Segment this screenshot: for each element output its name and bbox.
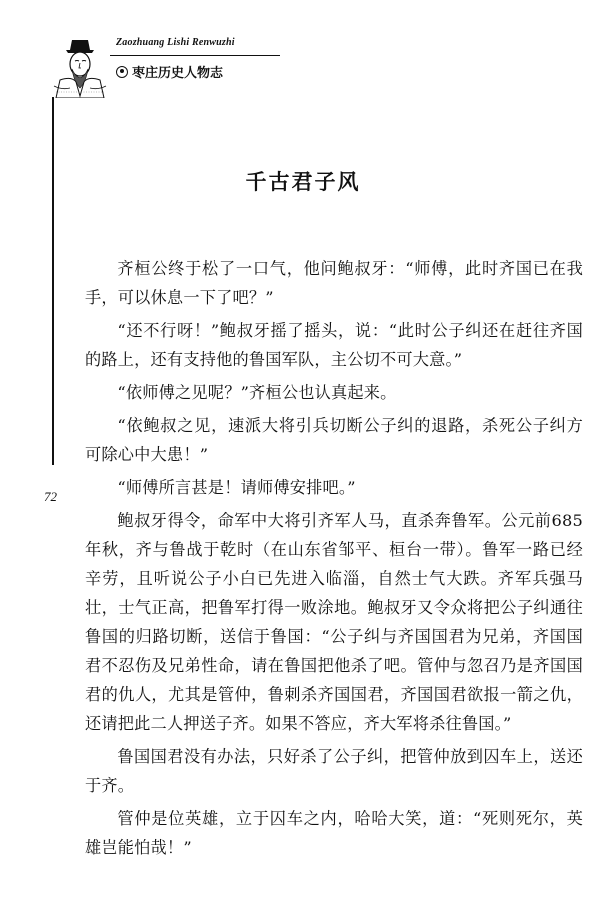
paragraph: 齐桓公终于松了一口气，他问鲍叔牙：“师傅，此时齐国已在我手，可以休息一下了吧？” bbox=[85, 259, 583, 307]
bullseye-icon bbox=[116, 66, 128, 78]
paragraph: “师傅所言甚是！请师傅安排吧。” bbox=[117, 478, 356, 497]
page-number: 72 bbox=[44, 489, 57, 504]
header-pinyin-title: Zaozhuang Lishi Renwuzhi bbox=[116, 37, 235, 48]
body-text bbox=[85, 254, 583, 866]
paragraph: 管仲是位英雄，立于囚车之内，哈哈大笑，道：“死则死尔，英雄岂能怕哉！” bbox=[85, 809, 583, 857]
paragraph: 鲁国国君没有办法，只好杀了公子纠，把管仲放到囚车上，送还于齐。 bbox=[85, 747, 583, 795]
paragraph: “还不行呀！”鲍叔牙摇了摇头，说：“此时公子纠还在赶往齐国的路上，还有支持他的鲁国军队，主公切不可大意。” bbox=[85, 321, 583, 369]
chapter-title: 千古君子风 bbox=[245, 169, 361, 194]
scholar-portrait-icon bbox=[52, 36, 108, 98]
paragraph: “依师傅之见呢？”齐桓公也认真起来。 bbox=[117, 383, 397, 402]
header-rule bbox=[110, 55, 280, 56]
header-book-title bbox=[116, 62, 223, 81]
paragraph: 鲍叔牙得令，命军中大将引齐军人马，直杀奔鲁军。公元前685年秋，齐与鲁战于乾时（在山东省邹平、桓台一带）。鲁军一路已经辛劳，且听说公子小白已先进入临淄，自然士气大跌。齐军兵强马壮，士气正高，把鲁军打得一败涂地。鲍叔牙又令众将把公子纠通往鲁国的归路切断，送信于鲁国：“公子纠与齐国国君为兄弟，齐国国君不忍伤及兄弟性命，请在鲁国把他杀了吧。管仲与忽召乃是齐国国君的仇人，尤其是管仲，鲁刺杀齐国国君，齐国国君欲报一箭之仇，还请把此二人押送子齐。如果不答应，齐大军将杀往鲁国。” bbox=[85, 511, 583, 733]
paragraph: “依鲍叔之见，速派大将引兵切断公子纠的退路，杀死公子纠方可除心中大患！” bbox=[85, 416, 583, 464]
margin-rule bbox=[52, 97, 54, 465]
header-book-title-text: 枣庄历史人物志 bbox=[132, 66, 224, 81]
